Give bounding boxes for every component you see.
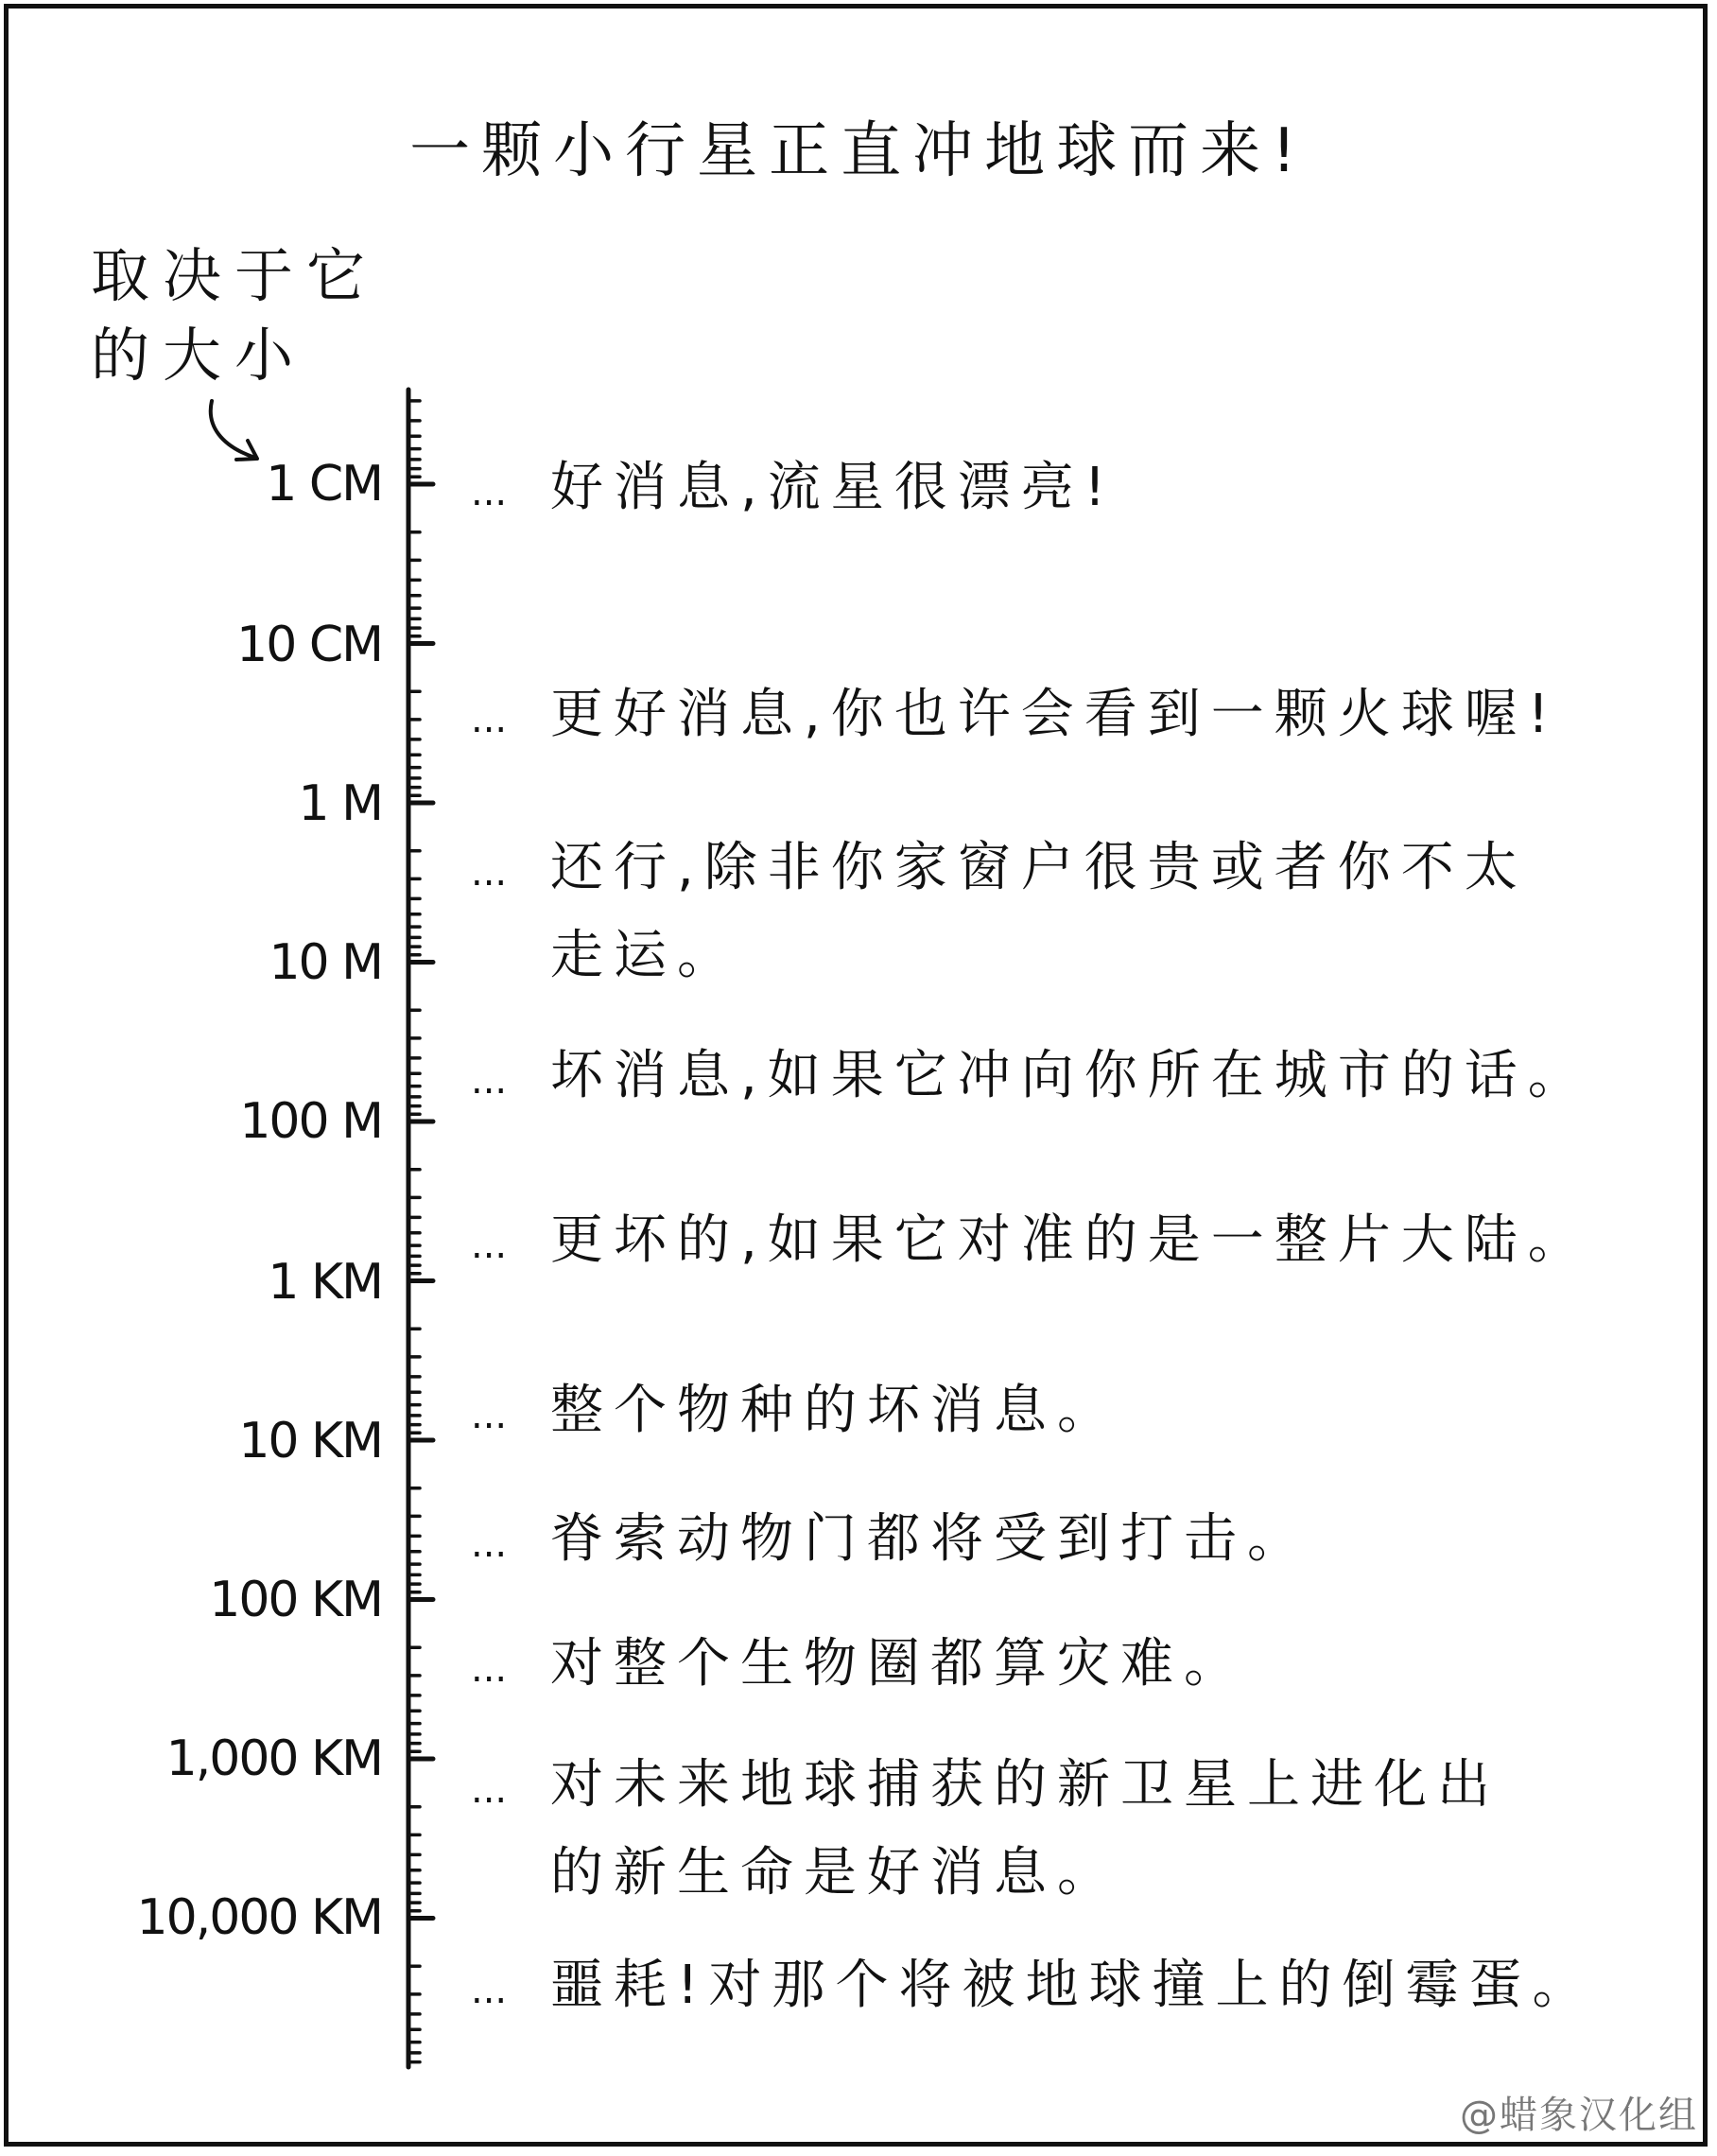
scale-label-10cm: 10 CM (236, 617, 382, 673)
scale-label-10m: 10 M (269, 934, 382, 991)
outcome-100m (471, 1199, 1591, 1287)
comic-title: 一颗小行星正直冲地球而来! (409, 116, 1308, 186)
scale-label-1cm: 1 CM (266, 456, 382, 513)
outcome-10m (471, 1035, 1591, 1122)
outcome-text: 整个物种的坏消息。 (550, 1380, 1120, 1441)
outcome-100km (471, 1623, 1247, 1711)
outcome-text: 脊索动物门都将受到打击。 (550, 1508, 1310, 1570)
ellipsis: ... (471, 1059, 508, 1103)
scale-label-100km: 100 KM (209, 1572, 382, 1628)
ellipsis: ... (471, 851, 508, 895)
scale-label-10000km: 10,000 KM (136, 1889, 382, 1946)
scale-label-1000km: 1,000 KM (165, 1730, 382, 1787)
outcome-1km (471, 1369, 1120, 1457)
outcome-text: 坏消息,如果它冲向你所在城市的话。 (550, 1045, 1591, 1106)
outcome-text: 对未来地球捕获的新卫星上进化出 (550, 1754, 1500, 1816)
outcome-text: 更坏的,如果它对准的是一整片大陆。 (550, 1209, 1591, 1271)
ellipsis: ... (471, 1224, 508, 1267)
outcome-text: 好消息,流星很漂亮! (550, 457, 1117, 518)
ellipsis: ... (471, 698, 508, 741)
size-note-line-2: 的大小 (91, 321, 307, 390)
ellipsis: ... (471, 1768, 508, 1812)
outcome-text: 对整个生物圈都算灾难。 (550, 1633, 1247, 1695)
ellipsis: ... (471, 471, 508, 514)
ellipsis: ... (471, 1522, 508, 1566)
ellipsis: ... (471, 1647, 508, 1691)
outcome-1cm (471, 446, 1116, 534)
outcome-text-cont: 的新生命是好消息。 (550, 1842, 1120, 1904)
outcome-10km (471, 1498, 1310, 1586)
outcome-10cm (471, 673, 1559, 761)
ellipsis: ... (471, 1394, 508, 1437)
size-note-line-1: 取决于它 (91, 241, 379, 310)
scale-label-1km: 1 KM (268, 1254, 382, 1311)
scale-label-1m: 1 M (298, 775, 382, 832)
outcome-1m (471, 826, 1528, 998)
outcome-text: 更好消息,你也许会看到一颗火球喔! (550, 684, 1560, 745)
outcome-text-cont: 走运。 (550, 925, 740, 986)
outcome-text: 还行,除非你家窗户很贵或者你不太 (550, 837, 1528, 898)
scale-label-100m: 100 M (239, 1093, 382, 1150)
scale-label-10km: 10 KM (238, 1413, 382, 1469)
outcome-text: 噩耗!对那个将被地球撞上的倒霉蛋。 (550, 1955, 1596, 2016)
watermark: @蜡象汉化组 (1460, 2094, 1698, 2137)
outcome-10000km (471, 1944, 1595, 2032)
ellipsis: ... (471, 1969, 508, 2012)
outcome-1000km (471, 1744, 1500, 1915)
